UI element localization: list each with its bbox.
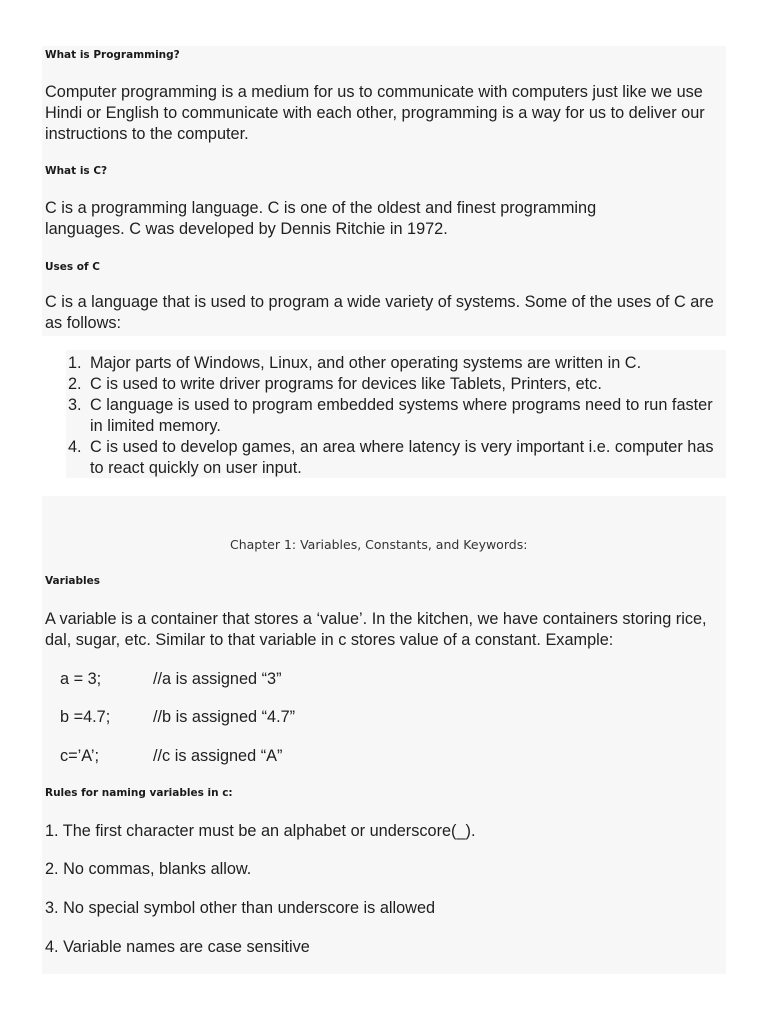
naming-rule: 2. No commas, blanks allow. <box>45 860 252 878</box>
naming-rule: 3. No special symbol other than underscore is allowed <box>45 899 436 917</box>
list-item <box>68 395 718 437</box>
paragraph-what-is-c: C is a programming language. C is one of the oldest and finest programming languages. C was developed by Dennis Ritchie in 1972. <box>45 199 597 238</box>
example-comment: //c is assigned “A” <box>153 747 283 765</box>
heading-naming-rules: Rules for naming variables in c: <box>45 787 233 799</box>
list-item-number: 2. <box>68 375 82 393</box>
list-item <box>68 374 718 395</box>
list-item-text: C language is used to program embedded systems where programs need to run faster in limited memory. <box>90 396 713 435</box>
heading-what-is-c: What is C? <box>45 165 108 177</box>
example-statement: c=’A’; <box>60 747 100 765</box>
list-item-number: 4. <box>68 438 82 456</box>
example-statement: b =4.7; <box>60 708 111 726</box>
paragraph-variables: A variable is a container that stores a ‘value’. In the kitchen, we have containers storing rice, dal, sugar, etc. Similar to that variable in c stores value of a constant. Example: <box>45 610 707 649</box>
list-item-text: C is used to develop games, an area where latency is very important i.e. computer has to react quickly on user input. <box>90 438 714 477</box>
paragraph-programming: Computer programming is a medium for us to communicate with computers just like we use Hindi or English to communicate with each other, programming is a way for us to deliver our instructions to the computer. <box>45 83 705 143</box>
list-item <box>68 353 718 374</box>
list-item-number: 1. <box>68 354 82 372</box>
chapter-title: Chapter 1: Variables, Constants, and Keywords: <box>230 537 528 552</box>
heading-what-is-programming: What is Programming? <box>45 49 180 61</box>
naming-rule: 4. Variable names are case sensitive <box>45 938 310 956</box>
example-statement: a = 3; <box>60 670 102 688</box>
naming-rule: 1. The first character must be an alphabet or underscore(_). <box>45 822 476 840</box>
list-item-number: 3. <box>68 396 82 414</box>
example-comment: //b is assigned “4.7” <box>153 708 296 726</box>
heading-uses-of-c: Uses of C <box>45 261 100 273</box>
heading-variables: Variables <box>45 575 100 587</box>
list-item-text: Major parts of Windows, Linux, and other operating systems are written in C. <box>90 354 642 372</box>
list-item-text: C is used to write driver programs for devices like Tablets, Printers, etc. <box>90 375 602 393</box>
list-item <box>68 437 718 479</box>
example-comment: //a is assigned “3” <box>153 670 282 688</box>
paragraph-uses-of-c: C is a language that is used to program a wide variety of systems. Some of the uses of C are as follows: <box>45 293 714 332</box>
uses-list <box>68 353 718 479</box>
